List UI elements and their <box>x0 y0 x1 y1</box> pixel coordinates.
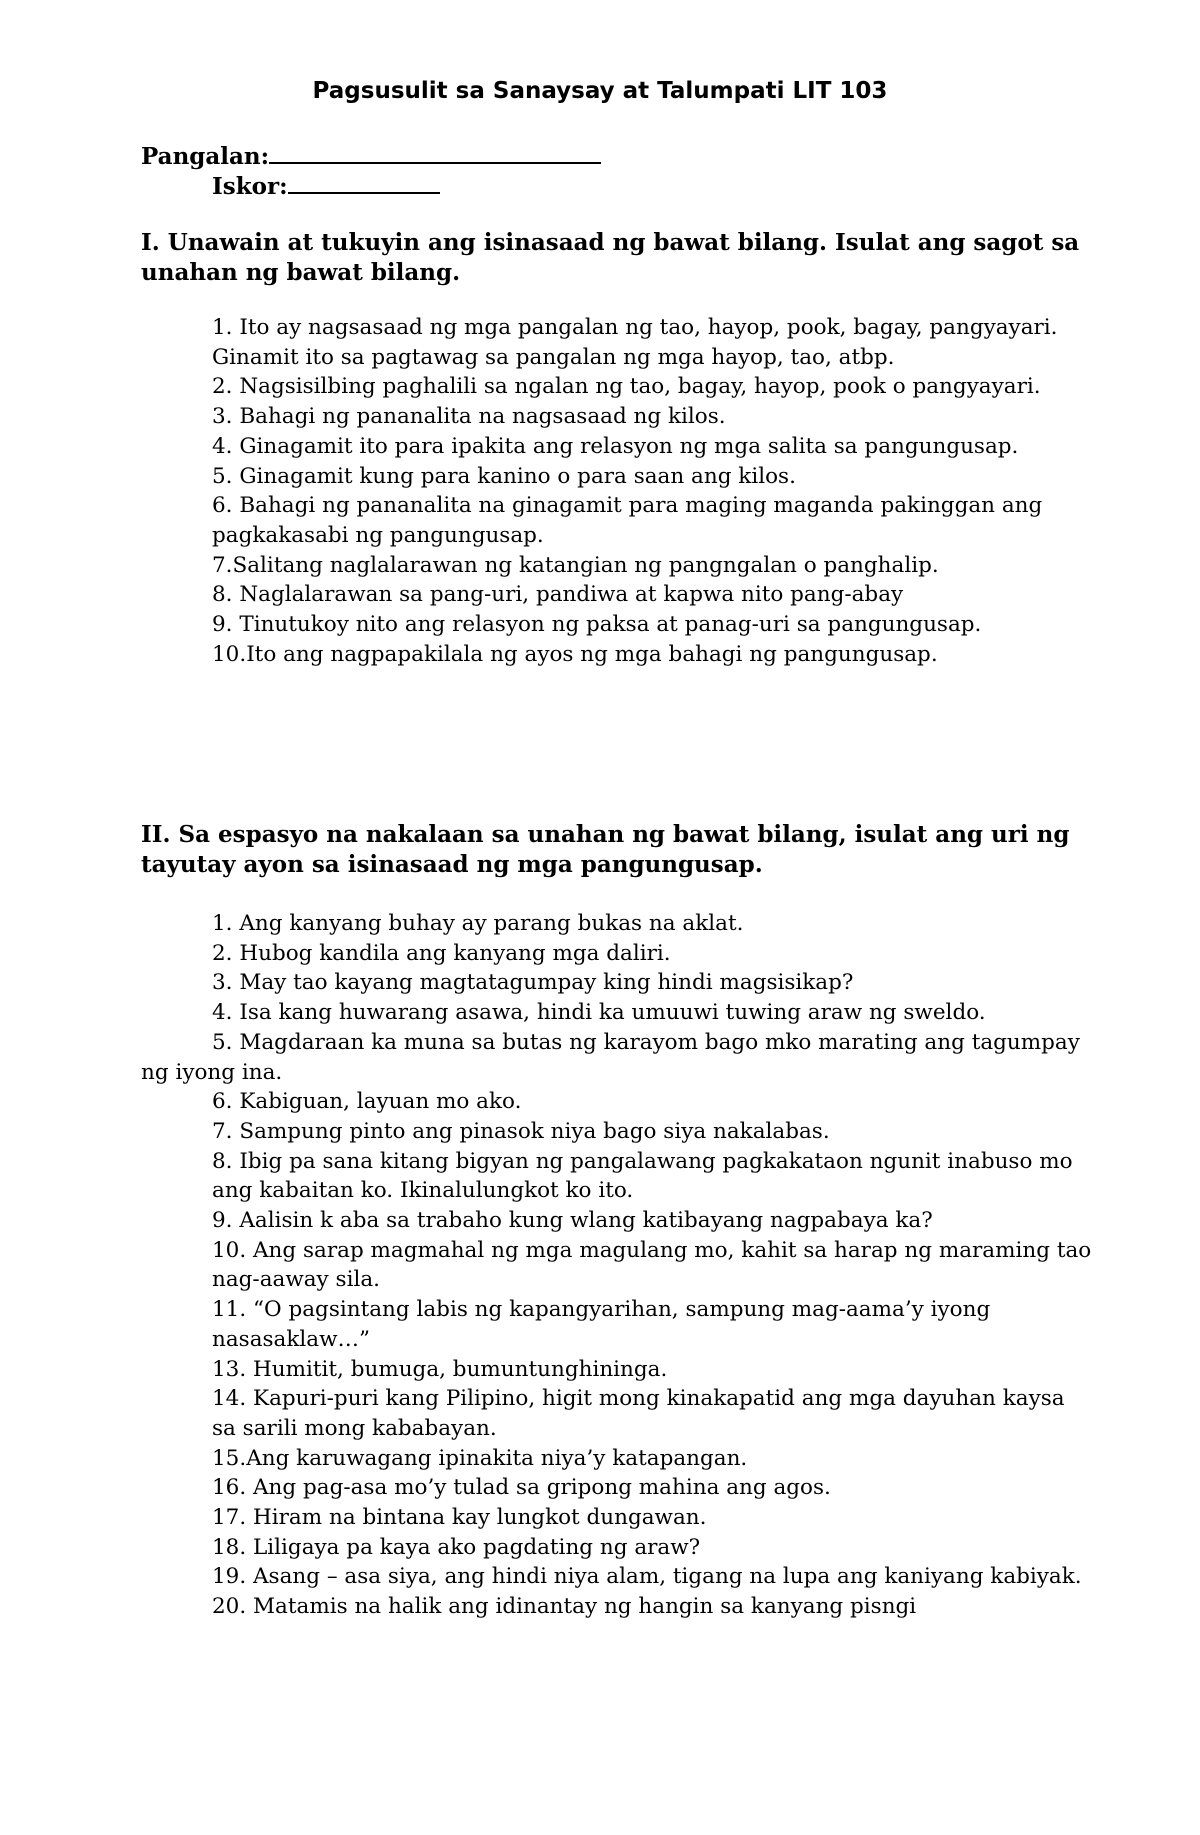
list-item: 5. Ginagamit kung para kanino o para saan ang kilos. <box>212 463 796 489</box>
list-item: 6. Bahagi ng pananalita na ginagamit para maging maganda pakinggan ang pagkakasabi ng pangungusap. <box>212 493 1043 548</box>
list-item: 1. Ito ay nagsasaad ng mga pangalan ng tao, hayop, pook, bagay, pangyayari. Ginamit ito sa pagtawag sa pangalan ng mga hayop, tao, atbp. <box>212 315 1058 370</box>
list-item: 2. Hubog kandila ang kanyang mga daliri. <box>212 940 671 966</box>
page-title: Pagsusulit sa Sanaysay at Talumpati LIT 103 <box>312 78 888 104</box>
list-item: 5. Magdaraan ka muna sa butas ng karayom bago mko marating ang tagumpay ng iyong ina. <box>141 1029 1080 1085</box>
list-item: 6. Kabiguan, layuan mo ako. <box>212 1089 522 1115</box>
section-2-heading: II. Sa espasyo na nakalaan sa unahan ng bawat bilang, isulat ang uri ng tayutay ayon sa isinasaad ng mga pangungusap. <box>141 821 1070 878</box>
list-item: 7. Sampung pinto ang pinasok niya bago siya nakalabas. <box>212 1118 830 1144</box>
section-1-list <box>212 313 1092 669</box>
list-item: 8. Naglalarawan sa pang-uri, pandiwa at kapwa nito pang-abay <box>212 582 904 608</box>
list-item: 10. Ang sarap magmahal ng mga magulang mo, kahit sa harap ng maraming tao nag-aaway sila. <box>212 1237 1092 1293</box>
list-item: 11. “O pagsintang labis ng kapangyarihan, sampung mag-aama’y iyong nasasaklaw…” <box>212 1297 991 1352</box>
list-item: 3. Bahagi ng pananalita na nagsasaad ng kilos. <box>212 404 726 430</box>
name-label: Pangalan: <box>141 143 270 170</box>
list-item: 16. Ang pag-asa mo’y tulad sa gripong mahina ang agos. <box>212 1475 831 1501</box>
list-item: 9. Tinutukoy nito ang relasyon ng paksa at panag-uri sa pangungusap. <box>212 612 982 638</box>
score-label: Iskor: <box>212 173 288 200</box>
list-item: 15.Ang karuwagang ipinakita niya’y katapangan. <box>212 1445 748 1471</box>
name-blank-line <box>269 140 601 164</box>
list-item: 1. Ang kanyang buhay ay parang bukas na aklat. <box>212 911 744 936</box>
list-item: 14. Kapuri-puri kang Pilipino, higit mong kinakapatid ang mga dayuhan kaysa sa sarili mong kababayan. <box>212 1386 1065 1441</box>
score-field <box>212 170 440 200</box>
list-item: 10.Ito ang nagpapakilala ng ayos ng mga bahagi ng pangungusap. <box>212 641 938 667</box>
name-field <box>141 140 601 170</box>
list-item: 19. Asang – asa siya, ang hindi niya alam, tigang na lupa ang kaniyang kabiyak. <box>212 1564 1082 1590</box>
score-blank-line <box>288 170 440 194</box>
list-item: 13. Humitit, bumuga, bumuntunghininga. <box>212 1356 668 1382</box>
list-item: 4. Ginagamit ito para ipakita ang relasyon ng mga salita sa pangungusap. <box>212 433 1019 459</box>
section-1-heading: I. Unawain at tukuyin ang isinasaad ng bawat bilang. Isulat ang sagot sa unahan ng bawat bilang. <box>141 229 1080 286</box>
list-item: 9. Aalisin k aba sa trabaho kung wlang katibayang nagpabaya ka? <box>212 1208 933 1234</box>
section-2-list <box>141 909 1092 1622</box>
list-item: 20. Matamis na halik ang idinantay ng hangin sa kanyang pisngi <box>212 1594 917 1620</box>
list-item: 3. May tao kayang magtatagumpay king hindi magsisikap? <box>212 970 854 996</box>
list-item: 18. Liligaya pa kaya ako pagdating ng araw? <box>212 1534 701 1560</box>
list-item: 4. Isa kang huwarang asawa, hindi ka umuuwi tuwing araw ng sweldo. <box>212 1000 986 1026</box>
list-item: 17. Hiram na bintana kay lungkot dungawan. <box>212 1505 707 1531</box>
list-item: 8. Ibig pa sana kitang bigyan ng pangalawang pagkakataon ngunit inabuso mo ang kabaitan ko. Ikinalulungkot ko ito. <box>212 1148 1073 1204</box>
list-item: 2. Nagsisilbing paghalili sa ngalan ng tao, bagay, hayop, pook o pangyayari. <box>212 374 1041 400</box>
list-item: 7.Salitang naglalarawan ng katangian ng pangngalan o panghalip. <box>212 552 939 578</box>
